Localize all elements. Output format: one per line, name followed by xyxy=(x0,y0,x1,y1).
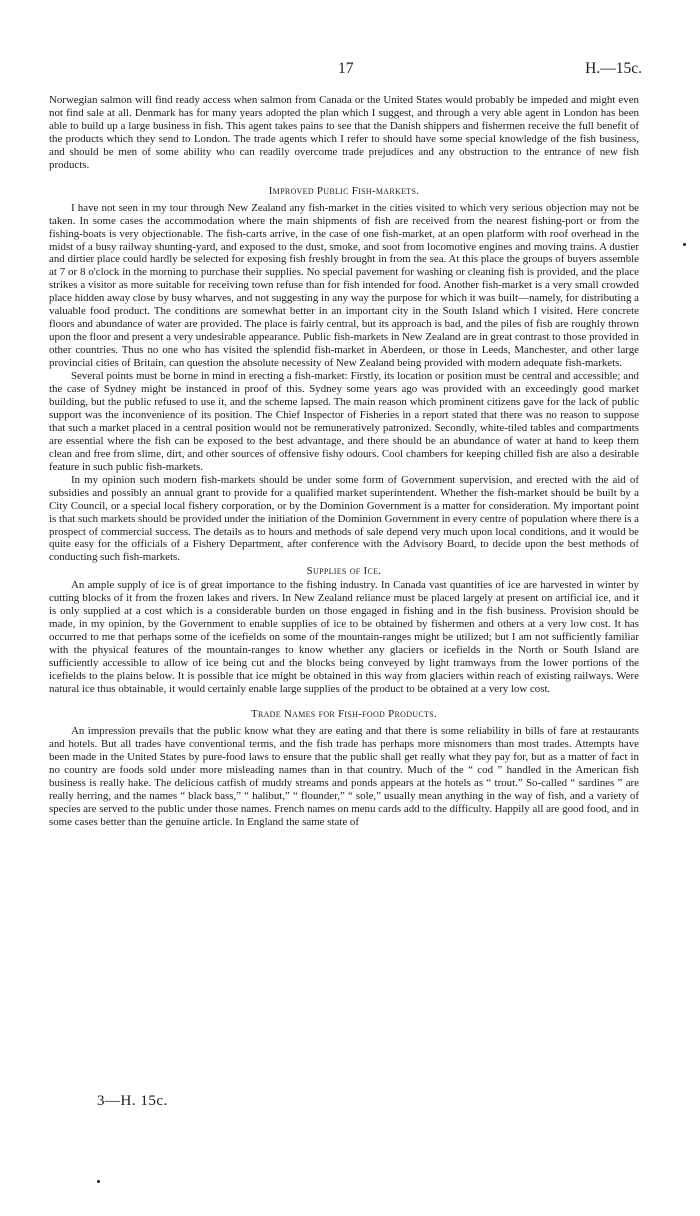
heading-improved-fish-markets: Improved Public Fish-markets. xyxy=(268,184,420,197)
paragraph-markets-1: I have not seen in my tour through New Zealand any fish-market in the cities visited to which very serious objection may not be taken. In some cases the accommodation where the main shipments of fish are received from the nearest fishing-port or from the fishing-boats is very objectionable. The fish-carts arrive, in the case of one fish-market, at an open platform with roof overhead in the midst of a busy railway shunting-yard, and exposed to the dust, smoke, and soot from locomotive engines and moving trains. A dustier and dirtier place could hardly be selected for exposing fish freshly brought in from the sea. At this place the groups of buyers assemble at 7 or 8 o'clock in the morning to purchase their supplies. No special pavement for washing or cleaning fish is provided, and the place strikes a visitor as more suitable for receiving town refuse than for fish intended for food. Another fish-market is a very small crowded place hidden away close by busy wharves, and not suggesting in any way the purpose for which it was built—namely, for distributing a valuable food product. The conditions are somewhat better in an important city in the South Island which I visited. Here concrete floors and abundance of water are provided. The place is fairly central, but its approach is bad, and the piles of fish are roughly thrown upon the floor and present a very undesirable appearance. Public fish-markets in New Zealand are in great contrast to those provided in other countries. Thus no one who has visited the splendid fish-market in Aberdeen, or those in Leeds, Manchester, and other large provincial cities of Britain, can question the absolute necessity of New Zealand being provided with modern adequate fish-markets. xyxy=(49,201,639,370)
bottom-dot-mark xyxy=(97,1180,100,1183)
page-body xyxy=(49,94,639,828)
margin-dot-mark xyxy=(683,243,686,246)
footer-signature: 3—H. 15c. xyxy=(97,1093,168,1109)
page-number: 17 xyxy=(338,60,354,77)
paragraph-markets-3: In my opinion such modern fish-markets should be under some form of Government supervision, and erected with the aid of subsidies and possibly an annual grant to provide for a qualified market superintendent. Whether the fish-market should be built by a City Council, or a special local fishery corporation, or by the Dominion Government is a matter for consideration. My important point is that such markets should be provided under the initiation of the Dominion Government in every centre of population where there is a prospect of commercial success. The details as to hours and methods of sale depend very much upon local conditions, and it would be quite easy for the officials of a Fishery Department, after conference with the Advisory Board, to decide upon the best methods of conducting such fish-markets. xyxy=(49,473,639,564)
heading-supplies-of-ice: Supplies of Ice. xyxy=(306,565,382,578)
paragraph-markets-2: Several points must be borne in mind in erecting a fish-market: Firstly, its location or position must be central and accessible; and the case of Sydney might be instanced in proof of this. Sydney some years ago was provided with an exceedingly good market building, but the public refused to use it, and the scheme lapsed. The main reason which prominent citizens gave for the lack of public support was the inconvenience of its position. The Chief Inspector of Fisheries in a report stated that there was no reason to suppose that such a market placed in a central position would not be remuneratively patronized. Secondly, white-tiled tables and compartments are essential where the fish can be exposed to the best advantage, and there should be an abundance of water at hand to keep them clean and free from slime, dirt, and other sources of offensive fishy odours. Cool chambers for keeping chilled fish are also a desirable feature in such public fish-markets. xyxy=(49,370,639,473)
heading-trade-names: Trade Names for Fish-food Products. xyxy=(251,707,437,720)
paragraph-intro: Norwegian salmon will find ready access when salmon from Canada or the United States would probably be impeded and might even not find sale at all. Denmark has for many years adopted the plan which I suggest, and through a very able agent in London has been able to build up a large business in fish. This agent takes pains to see that the Danish shippers and fishermen receive the full benefit of the products which they send to London. The trade agents which I refer to should have some special knowledge of the fish business, and should be men of some ability who can readily overcome trade prejudices and any obstruction to the entrance of new fish products. xyxy=(49,94,639,171)
paragraph-ice-1: An ample supply of ice is of great importance to the fishing industry. In Canada vast quantities of ice are harvested in winter by cutting blocks of it from the frozen lakes and rivers. In New Zealand reliance must be placed largely at present on artificial ice, and it is only supplied at a cost which is a considerable burden on those engaged in fishing and in the fish business. Provision should be made, in my opinion, by the Government to enable supplies of ice to be obtained by fishermen and others at a very low cost. It has occurred to me that perhaps some of the icefields on some of the mountain-ranges might be utilized; but I am not sufficiently familiar with the physical features of the mountain-ranges to know whether any glaciers or icefields in the North or South Island are sufficiently accessible to allow of ice being cut and the blocks being conveyed by light tramways from the lower portions of the icefields to the plains below. It is possible that ice might be obtained in this way from glaciers within reach of existing railways. Were natural ice thus obtainable, it would certainly enable large supplies of the product to be obtained at a very low cost. xyxy=(49,579,639,695)
document-reference: H.—15c. xyxy=(585,60,642,77)
page-header xyxy=(0,60,700,80)
paragraph-trade-1: An impression prevails that the public know what they are eating and that there is some reliability in bills of fare at restaurants and hotels. But all trades have conventional terms, and the fish trade has perhaps more misnomers than most trades. Attempts have been made in the United States by pure-food laws to ensure that the public shall get really what they pay for, but as a matter of fact in no country are foods sold under more misleading names than in that country. Much of the “ cod ” handled in the American fish business is really hake. The delicious catfish of muddy streams and ponds appears at the hotels as “ trout.” So-called “ sardines ” are really herring, and the names “ black bass,” “ halibut,” “ flounder,” “ sole,” usually mean anything in the way of fish, and a variety of species are served to the public under those names. French names on menu cards add to the difficulty. Happily all are good food, and in some cases better than the genuine article. In England the same state of xyxy=(49,724,639,828)
